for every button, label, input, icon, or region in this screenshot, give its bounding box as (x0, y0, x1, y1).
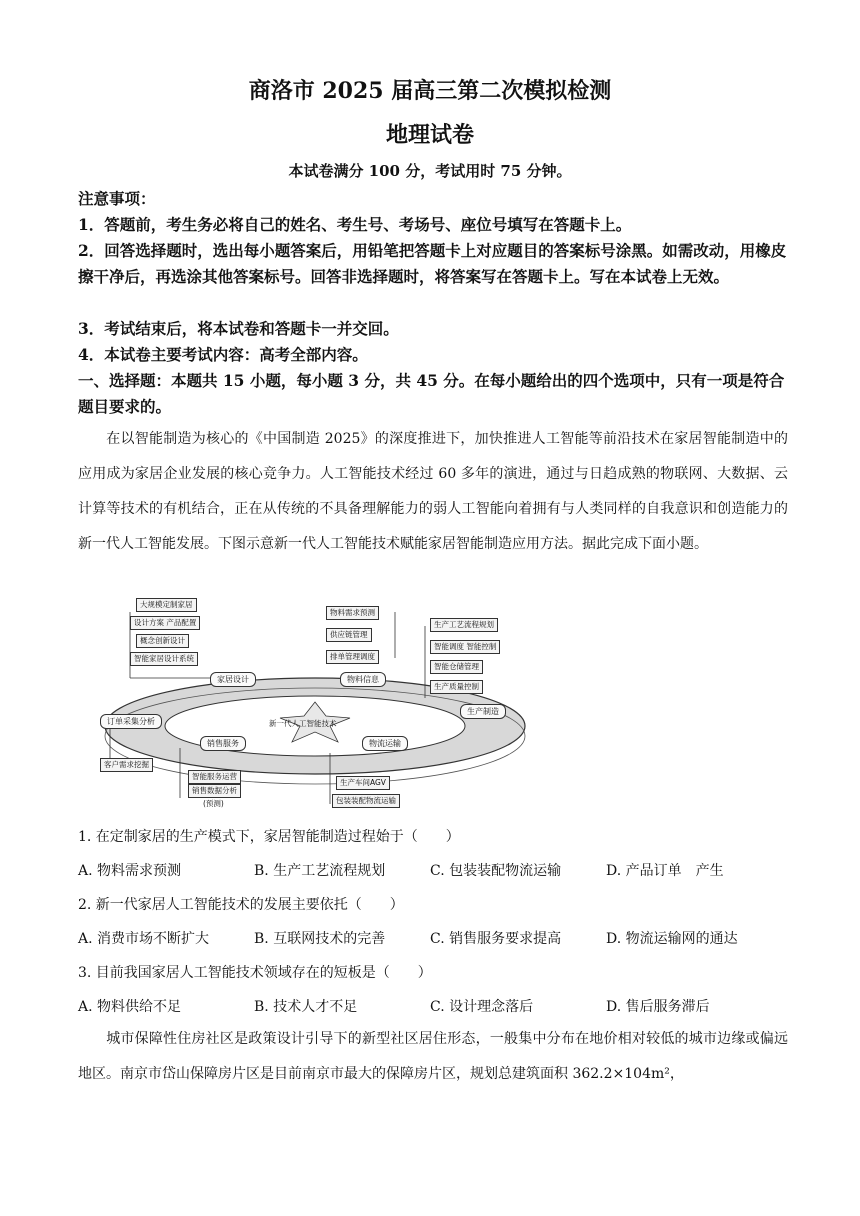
note-item-2: 2．回答选择题时，选出每小题答案后，用铅笔把答题卡上对应题目的答案标号涂黑。如需改动，用橡皮擦干净后，再选涂其他答案标号。回答非选择题时，将答案写在答题卡上。写在本试卷上无效。 (78, 241, 787, 286)
production-item-1: 生产工艺流程规划 (430, 618, 498, 632)
q3-option-a: A. 物料供给不足 (78, 999, 182, 1015)
node-sales: 销售服务 (200, 736, 246, 751)
q2-option-d: D. 物流运输网的通达 (606, 931, 738, 947)
design-item-3: 概念创新设计 (136, 634, 189, 648)
question-1-stem: 1. 在定制家居的生产模式下，家居智能制造过程始于（ ） (78, 829, 460, 845)
exam-info: 本试卷满分 100 分，考试用时 75 分钟。 (288, 162, 572, 180)
passage-1-text: 在以智能制造为核心的《中国制造 2025》的深度推进下，加快推进人工智能等前沿技术在家居智能制造中的应用成为家居企业发展的核心竞争力。人工智能技术经过 60 多年的演进，通过与日趋成熟的物联网、大数据、云计算等技术的有机结合，正在从传统的不具备理解能力的弱人工智能向着拥有与人类同样的自我意识和创造能力的新一代人工智能发展。下图示意新一代人工智能技术赋能家居智能制造应用方法。据此完成下面小题。 (78, 431, 788, 552)
production-item-2: 智能调度 智能控制 (430, 640, 500, 654)
sales-item-2: 销售数据分析 (188, 784, 241, 798)
sales-item-3: (预测) (203, 799, 224, 808)
material-item-3: 排单管理调度 (326, 650, 379, 664)
q1-option-c: C. 包装装配物流运输 (430, 863, 562, 879)
production-item-4: 生产质量控制 (430, 680, 483, 694)
passage-1 (78, 422, 788, 562)
node-material: 物料信息 (340, 672, 386, 687)
exam-title: 商洛市 2025 届高三第二次模拟检测 (248, 78, 612, 104)
design-item-4: 智能家居设计系统 (130, 652, 198, 666)
passage-2 (78, 1022, 788, 1092)
note-item-3: 3．考试结束后，将本试卷和答题卡一并交回。 (78, 319, 399, 338)
sales-item-1: 智能服务运营 (188, 770, 241, 784)
note-item-1: 1．答题前，考生务必将自己的姓名、考生号、考场号、座位号填写在答题卡上。 (78, 215, 632, 234)
passage-2-text: 城市保障性住房社区是政策设计引导下的新型社区居住形态，一般集中分布在地价相对较低的城市边缘或偏远地区。南京市岱山保障房片区是目前南京市最大的保障房片区，规划总建筑面积 362.2×104m²， (78, 1031, 788, 1082)
note-item-4: 4．本试卷主要考试内容：高考全部内容。 (78, 345, 368, 364)
q3-option-b: B. 技术人才不足 (254, 999, 358, 1015)
q1-option-a: A. 物料需求预测 (78, 863, 182, 879)
design-item-2: 设计方案 产品配置 (130, 616, 200, 630)
q1-option-b: B. 生产工艺流程规划 (254, 863, 386, 879)
question-2-stem: 2. 新一代家居人工智能技术的发展主要依托（ ） (78, 897, 404, 913)
logistics-item-2: 包装装配物流运输 (332, 794, 400, 808)
q2-option-b: B. 互联网技术的完善 (254, 931, 386, 947)
section-heading: 一、选择题：本题共 15 小题，每小题 3 分，共 45 分。在每小题给出的四个选项中，只有一项是符合题目要求的。 (78, 371, 785, 416)
node-production: 生产制造 (460, 704, 506, 719)
q1-option-d: D. 产品订单 产生 (606, 863, 724, 879)
material-item-1: 物料需求预测 (326, 606, 379, 620)
notes-heading: 注意事项： (78, 189, 156, 208)
q3-option-d: D. 售后服务滞后 (606, 999, 710, 1015)
production-item-3: 智能仓储管理 (430, 660, 483, 674)
design-item-1: 大规模定制家居 (136, 598, 197, 612)
question-3-stem: 3. 目前我国家居人工智能技术领域存在的短板是（ ） (78, 965, 432, 981)
logistics-item-1: 生产车间AGV (336, 776, 390, 790)
diagram-center-label: 新一代人工智能技术 (269, 719, 337, 728)
node-order: 订单采集分析 (100, 714, 162, 729)
order-item-1: 客户需求挖掘 (100, 758, 153, 772)
exam-subject: 地理试卷 (385, 122, 474, 148)
q3-option-c: C. 设计理念落后 (430, 999, 534, 1015)
q2-option-a: A. 消费市场不断扩大 (78, 931, 210, 947)
node-design: 家居设计 (210, 672, 256, 687)
material-item-2: 供应链管理 (326, 628, 372, 642)
q2-option-c: C. 销售服务要求提高 (430, 931, 562, 947)
ai-furniture-diagram (100, 598, 530, 810)
node-logistics: 物流运输 (362, 736, 408, 751)
